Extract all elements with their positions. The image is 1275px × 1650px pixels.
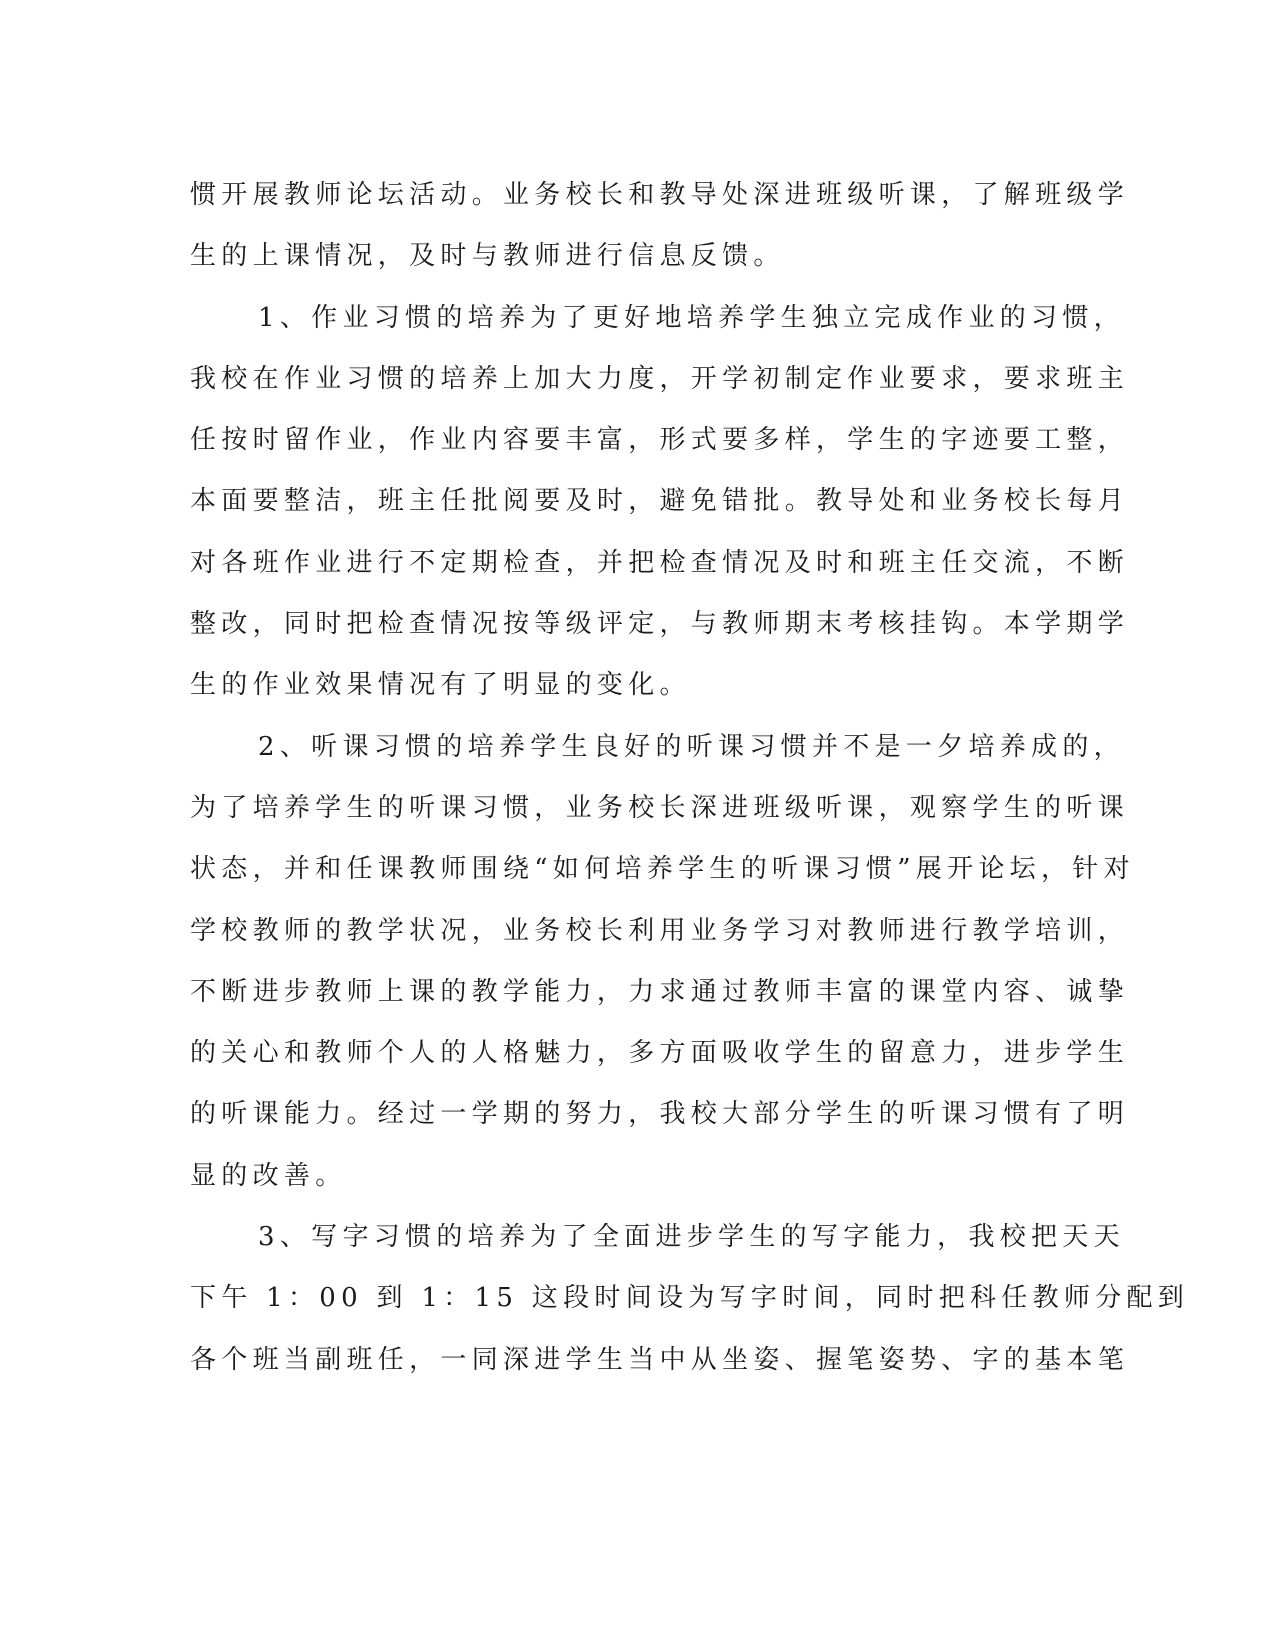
text-line: 1、作业习惯的培养为了更好地培养学生独立完成作业的习惯， xyxy=(258,302,1125,333)
text-line: 各个班当副班任，一同深进学生当中从坐姿、握笔姿势、字的基本笔 xyxy=(190,1344,1130,1375)
text-line: 整改，同时把检查情况按等级评定，与教师期末考核挂钩。本学期学 xyxy=(190,609,1130,640)
text-line: 生的作业效果情况有了明显的变化。 xyxy=(190,670,691,701)
paragraph xyxy=(190,165,1130,288)
text-line: 的关心和教师个人的人格魅力，多方面吸收学生的留意力，进步学生 xyxy=(190,1038,1130,1069)
text-line: 我校在作业习惯的培养上加大力度，开学初制定作业要求，要求班主 xyxy=(190,363,1130,394)
text-line: 3、写字习惯的培养为了全面进步学生的写字能力，我校把天天 xyxy=(258,1222,1125,1253)
text-line: 显的改善。 xyxy=(190,1160,347,1191)
text-line: 对各班作业进行不定期检查，并把检查情况及时和班主任交流，不断 xyxy=(190,547,1130,578)
paragraph xyxy=(190,1207,1190,1391)
paragraph xyxy=(190,717,1135,1207)
text-line: 下午 1：00 到 1：15 这段时间设为写字时间，同时把科任教师分配到 xyxy=(190,1283,1190,1314)
document-body xyxy=(190,165,1190,1391)
text-line: 的听课能力。经过一学期的努力，我校大部分学生的听课习惯有了明 xyxy=(190,1099,1130,1130)
text-line: 状态，并和任课教师围绕“如何培养学生的听课习惯”展开论坛，针对 xyxy=(190,854,1135,885)
text-line: 本面要整洁，班主任批阅要及时，避免错批。教导处和业务校长每月 xyxy=(190,486,1130,517)
text-line: 惯开展教师论坛活动。业务校长和教导处深进班级听课，了解班级学 xyxy=(190,180,1130,210)
text-line: 2、听课习惯的培养学生良好的听课习惯并不是一夕培养成的， xyxy=(258,731,1125,762)
text-line: 生的上课情况，及时与教师进行信息反馈。 xyxy=(190,241,785,272)
text-line: 学校教师的教学状况，业务校长利用业务学习对教师进行教学培训， xyxy=(190,915,1130,946)
text-line: 不断进步教师上课的教学能力，力求通过教师丰富的课堂内容、诚挚 xyxy=(190,976,1130,1007)
text-line: 为了培养学生的听课习惯，业务校长深进班级听课，观察学生的听课 xyxy=(190,792,1130,823)
text-line: 任按时留作业，作业内容要丰富，形式要多样，学生的字迹要工整， xyxy=(190,425,1130,456)
paragraph xyxy=(190,288,1130,717)
